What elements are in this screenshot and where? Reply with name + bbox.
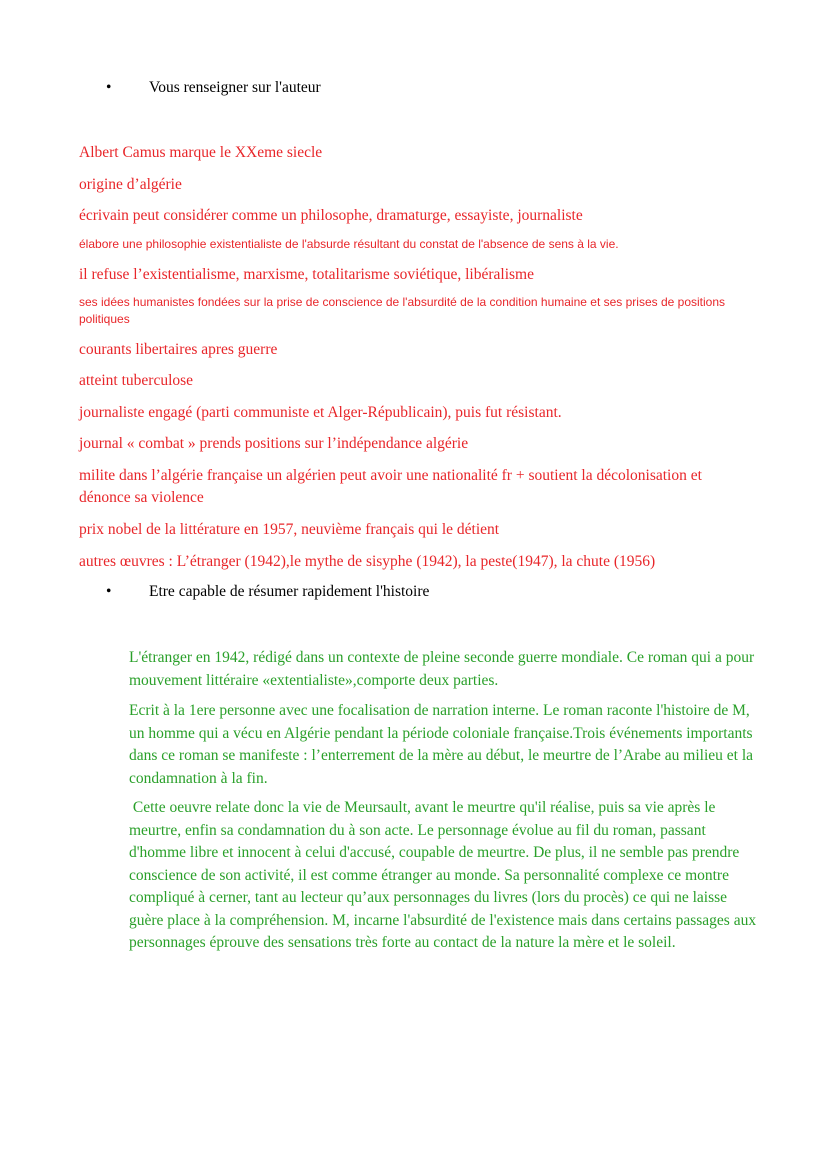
heading-text: Vous renseigner sur l'auteur xyxy=(149,79,321,96)
author-line: élabore une philosophie existentialiste de l'absurde résultant du constat de l'absence de sens à la vie. xyxy=(79,237,619,251)
author-line: ses idées humanistes fondées sur la prise de conscience de l'absurdité de la condition humaine et ses prises de positions politiques xyxy=(79,295,726,326)
author-line: Albert Camus marque le XXeme siecle xyxy=(79,144,323,161)
author-line: prix nobel de la littérature en 1957, neuvième français qui le détient xyxy=(79,521,500,538)
heading-text: Etre capable de résumer rapidement l'histoire xyxy=(149,583,430,600)
author-line: journaliste engagé (parti communiste et Alger-Républicain), puis fut résistant. xyxy=(79,404,562,421)
section-heading-author xyxy=(106,79,321,97)
author-line: origine d’algérie xyxy=(79,176,182,193)
summary-paragraph: Cette oeuvre relate donc la vie de Meursault, avant le meurtre qu'il réalise, puis sa vie après le meurtre, enfin sa condamnation du à son acte. Le personnage évolue au fil du roman, passant d'homme libre et innocent à celui d'accusé, coupable de meurtre. De plus, il ne semble pas prendre conscience de son activité, il est comme étranger au monde. Sa personnalité complexe ce montre compliqué à cerner, tant au lecteur qu’aux personnages du livres (lors du procès) ce qui ne laisse guère place à la compréhension. M, incarne l'absurdité de l'existence mais dans certains passages aux personnages éprouve des sensations très forte au contact de la nature la mère et le soleil. xyxy=(129,799,760,951)
summary-paragraph: Ecrit à la 1ere personne avec une focalisation de narration interne. Le roman raconte l'histoire de M, un homme qui a vécu en Algérie pendant la période coloniale française.Trois événements importants dans ce roman se manifeste : l’enterrement de la mère au début, le meurtre de l’Arabe au milieu et la condamnation à la fin. xyxy=(129,702,754,787)
author-line: atteint tuberculose xyxy=(79,372,194,389)
bullet: • xyxy=(106,79,112,96)
author-line: écrivain peut considérer comme un philosophe, dramaturge, essayiste, journaliste xyxy=(79,207,583,224)
author-line: il refuse l’existentialisme, marxisme, totalitarisme soviétique, libéralisme xyxy=(79,266,534,283)
author-line: journal « combat » prends positions sur l’indépendance algérie xyxy=(79,435,469,452)
section-heading-summary xyxy=(106,583,429,601)
summary-paragraph: L'étranger en 1942, rédigé dans un contexte de pleine seconde guerre mondiale. Ce roman qui a pour mouvement littéraire «extentialiste»,comporte deux parties. xyxy=(129,649,755,689)
author-line: autres œuvres : L’étranger (1942),le mythe de sisyphe (1942), la peste(1947), la chute (1956) xyxy=(79,553,656,570)
author-line: courants libertaires apres guerre xyxy=(79,341,278,358)
author-line: milite dans l’algérie française un algérien peut avoir une nationalité fr + soutient la décolonisation et dénonce sa violence xyxy=(79,467,702,506)
bullet: • xyxy=(106,583,112,600)
